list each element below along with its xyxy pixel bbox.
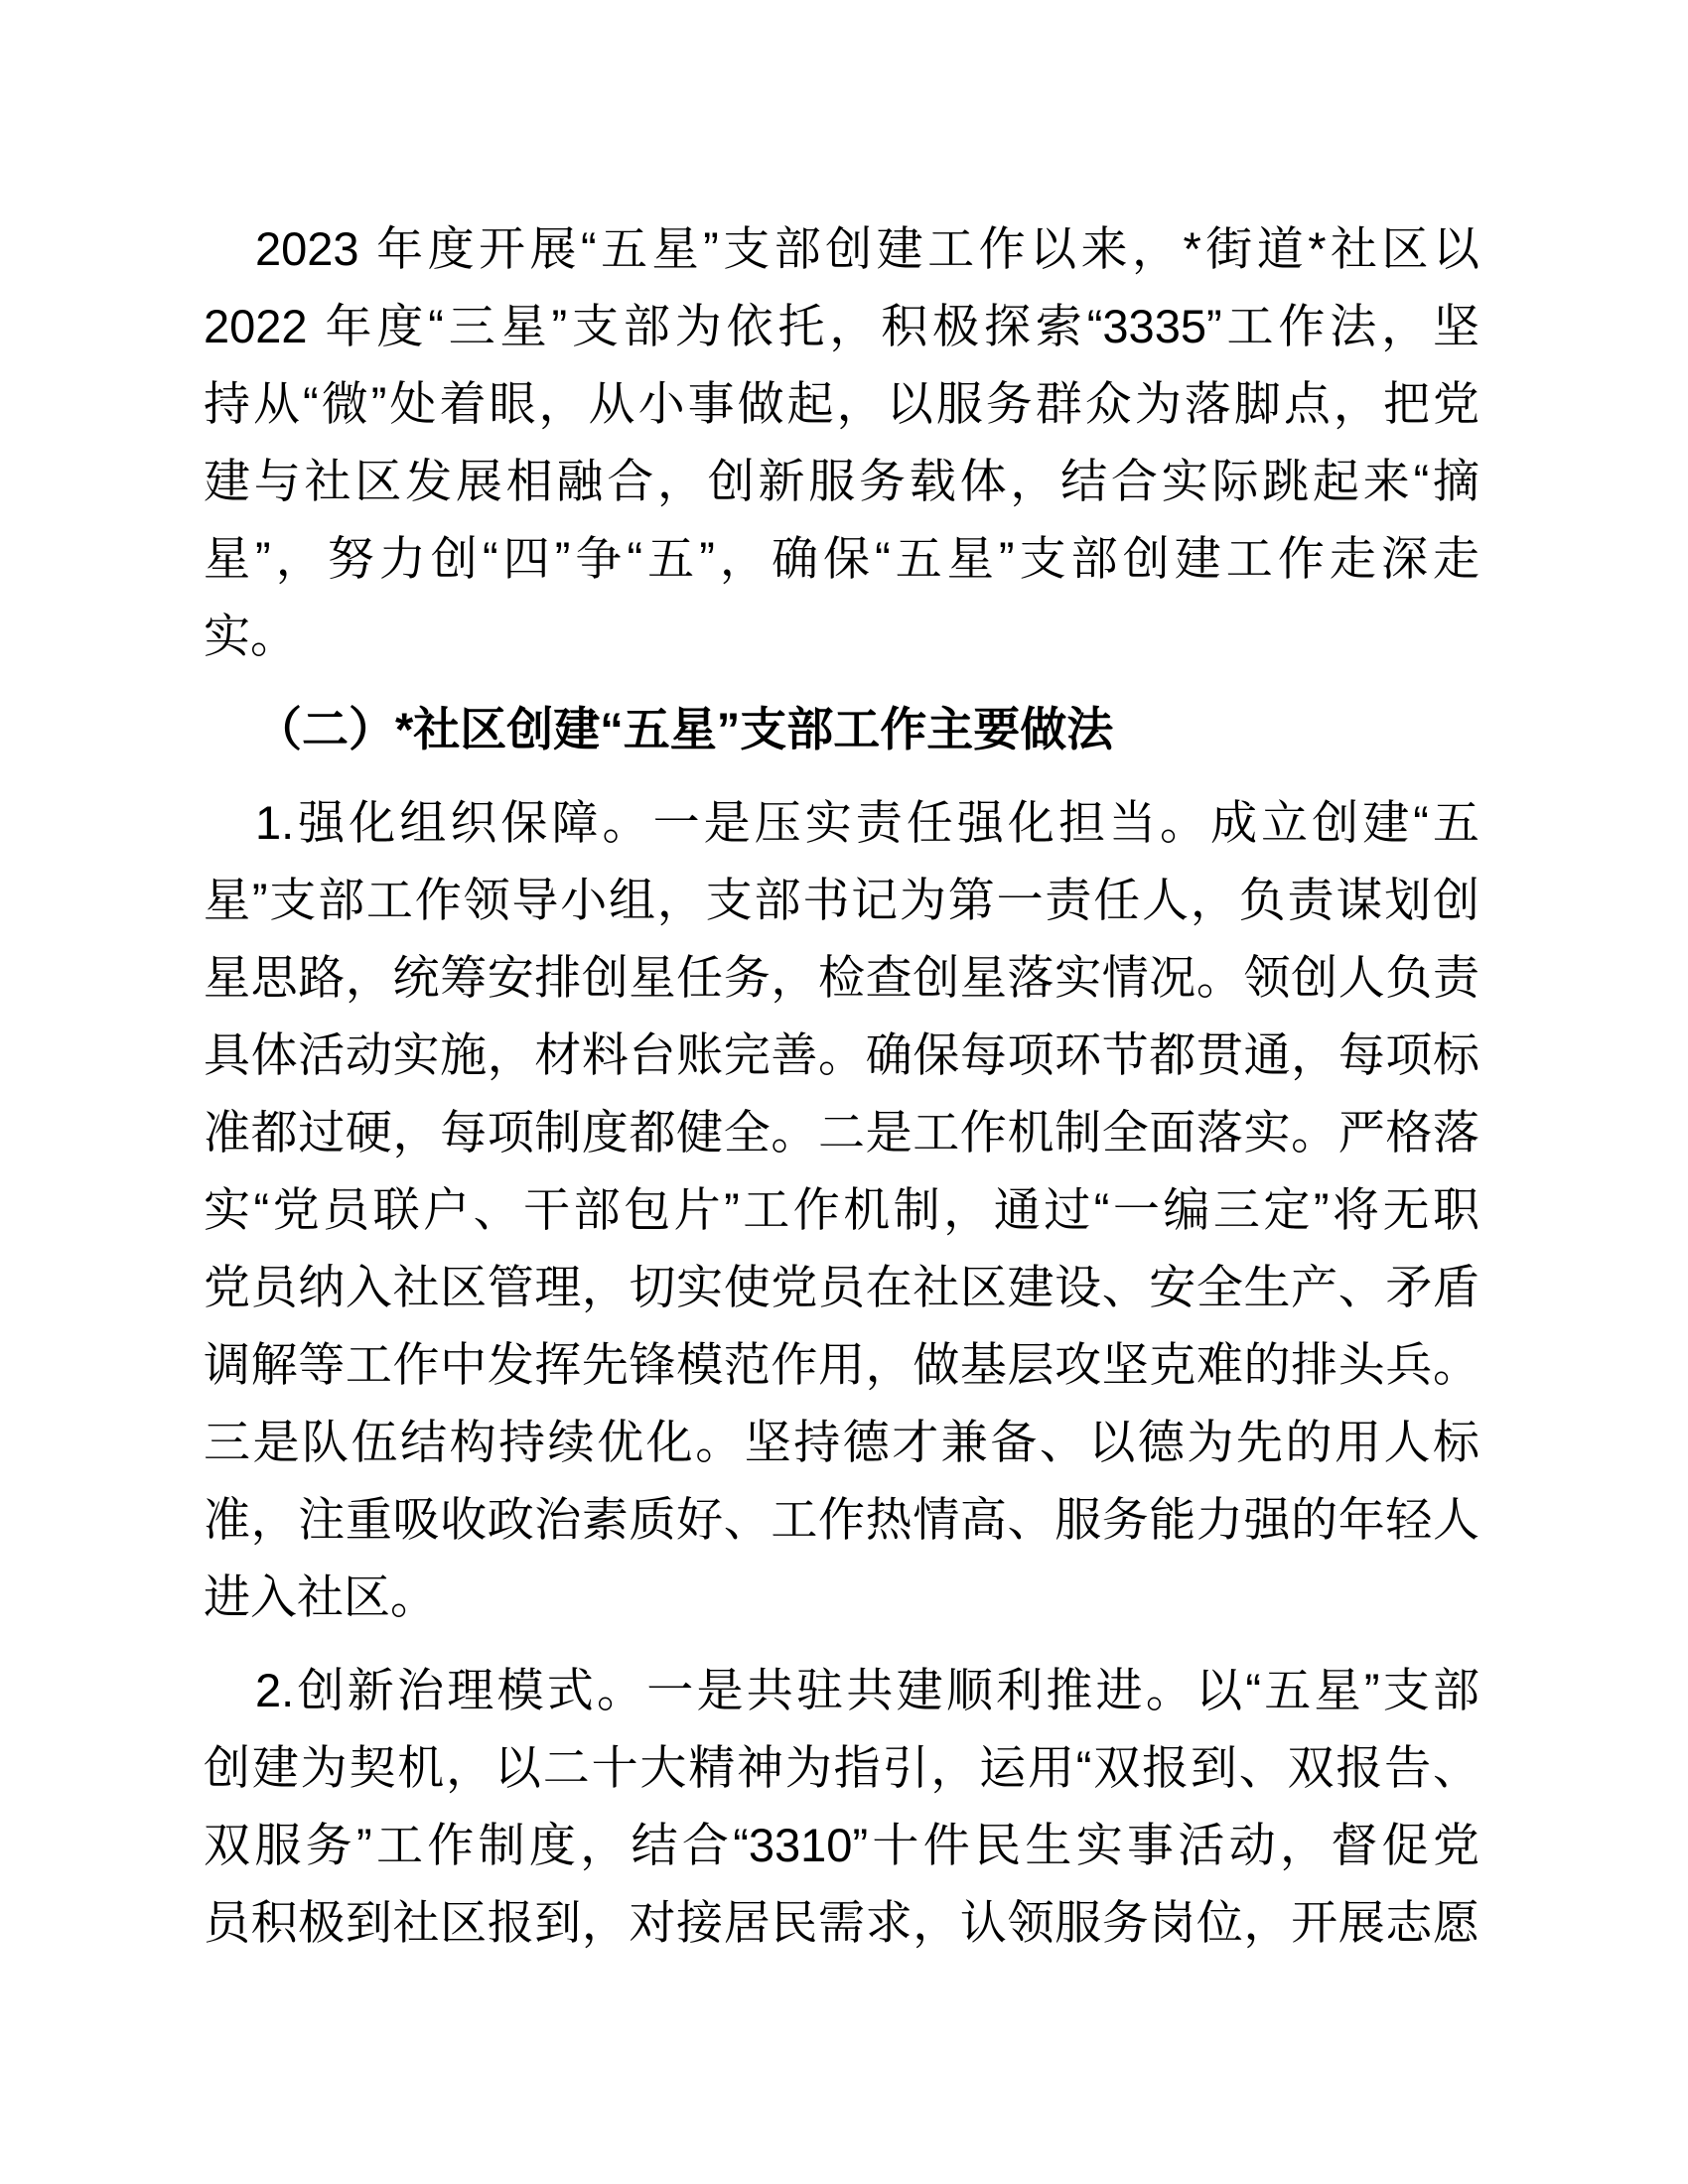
text-line: 2023 年度开展“五星”支部创建工作以来，*街道*社区以 (255, 222, 1479, 275)
body-paragraph (204, 784, 1479, 1636)
text-line: 准都过硬，每项制度都健全。二是工作机制全面落实。严格落 (204, 1106, 1479, 1159)
text-line: 2.创新治理模式。一是共驻共建顺利推进。以“五星”支部 (255, 1664, 1479, 1716)
document-content (204, 210, 1479, 1962)
text-line: 创建为契机，以二十大精神为指引，运用“双报到、双报告、 (204, 1741, 1479, 1794)
text-line: 员积极到社区报到，对接居民需求，认领服务岗位，开展志愿 (204, 1896, 1479, 1949)
text-line: 星”，努力创“四”争“五”，确保“五星”支部创建工作走深走 (204, 532, 1479, 585)
text-line: 具体活动实施，材料台账完善。确保每项环节都贯通，每项标 (204, 1028, 1479, 1081)
heading-text-line: （二）*社区创建“五星”支部工作主要做法 (255, 703, 1114, 755)
text-line: 进入社区。 (204, 1570, 437, 1623)
text-line: 实。 (204, 610, 297, 662)
body-paragraph (204, 1652, 1479, 1962)
text-line: 2022 年度“三星”支部为依托，积极探索“3335”工作法，坚 (204, 300, 1479, 352)
text-line: 1.强化组织保障。一是压实责任强化担当。成立创建“五 (255, 796, 1479, 849)
text-line: 调解等工作中发挥先锋模范作用，做基层攻坚克难的排头兵。 (204, 1338, 1479, 1391)
text-line: 星”支部工作领导小组，支部书记为第一责任人，负责谋划创 (204, 874, 1479, 926)
text-line: 实“党员联户、干部包片”工作机制，通过“一编三定”将无职 (204, 1183, 1479, 1236)
text-line: 建与社区发展相融合，创新服务载体，结合实际跳起来“摘 (204, 455, 1479, 507)
section-heading (204, 691, 1479, 768)
text-line: 三是队伍结构持续优化。坚持德才兼备、以德为先的用人标 (204, 1416, 1479, 1468)
text-line: 准，注重吸收政治素质好、工作热情高、服务能力强的年轻人 (204, 1493, 1479, 1546)
text-line: 党员纳入社区管理，切实使党员在社区建设、安全生产、矛盾 (204, 1261, 1479, 1313)
text-line: 持从“微”处着眼，从小事做起，以服务群众为落脚点，把党 (204, 377, 1479, 430)
text-line: 双服务”工作制度，结合“3310”十件民生实事活动，督促党 (204, 1819, 1479, 1871)
body-paragraph (204, 210, 1479, 675)
text-line: 星思路，统筹安排创星任务，检查创星落实情况。领创人负责 (204, 951, 1479, 1004)
